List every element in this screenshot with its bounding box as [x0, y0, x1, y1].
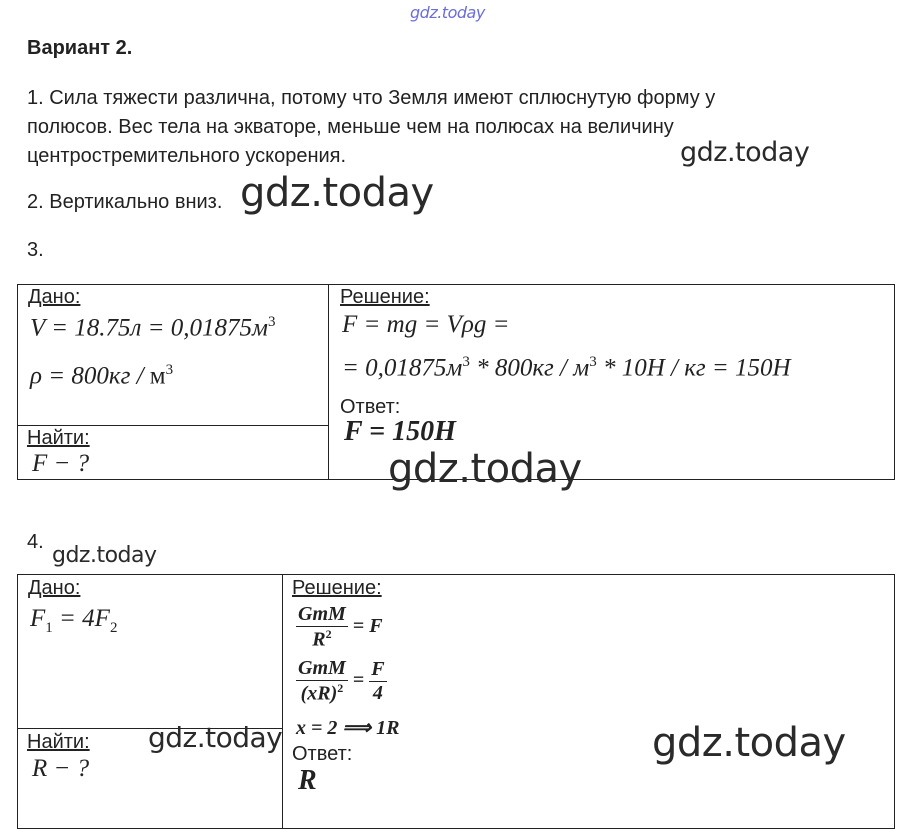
task-4-given-label: Дано: — [28, 577, 81, 599]
task-3-given-divider — [17, 425, 329, 426]
task-3-solution-line-1: F = mg = Vρg = — [342, 311, 510, 338]
task-4-answer-value: R — [298, 765, 317, 796]
watermark-1: gdz.today — [680, 137, 810, 168]
task-4-formula-2: $\frac{\text{GmM}}{(xR)^2}$ = $\frac{F}{4}$ — [298, 657, 385, 705]
answer-4-label: 4. — [27, 531, 44, 553]
task-4-x-line: x = 2 ⟹ 1R — [296, 717, 400, 739]
answer-1-line-2: полюсов. Вес тела на экваторе, меньше чем на полюсах на величину — [27, 116, 674, 138]
task-4-find-value: R − ? — [32, 755, 90, 782]
task-3-given-volume: $V = 18.75л = 0,01875м^3$ — [30, 314, 276, 342]
task-4-given-value: $F_1 = 4F_2$ — [30, 605, 118, 636]
page-title: Вариант 2. — [27, 37, 133, 59]
watermark-6: gdz.today — [652, 720, 846, 766]
watermark-4: gdz.today — [52, 543, 157, 568]
task-3-find-value: F − ? — [32, 450, 90, 477]
task-3-answer-value: F = 150H — [344, 416, 456, 447]
task-4-answer-label: Ответ: — [292, 743, 353, 765]
watermark-3: gdz.today — [388, 446, 582, 492]
task-3-divider — [328, 284, 329, 479]
task-3-solution-label: Решение: — [340, 286, 430, 308]
task-4-solution-label: Решение: — [292, 577, 382, 599]
answer-1-line-1: 1. Сила тяжести различна, потому что Земля имеют сплюснутую форму у — [27, 87, 716, 109]
watermark-top: gdz.today — [410, 3, 485, 22]
task-3-given-density: $\rho = 800кг / м^3$ — [30, 362, 174, 390]
task-4-formula-1: $\frac{\text{GmM}}{R^2}$ = F — [298, 603, 383, 651]
task-4-find-label: Найти: — [27, 731, 90, 753]
task-3-solution-line-2: = $0,01875м^3 * 800кг / м^3 * 10Н$ / кг = 150Н — [342, 354, 791, 382]
answer-3-label: 3. — [27, 239, 44, 261]
answer-1 — [27, 84, 715, 171]
answer-1-line-3: центростремительного ускорения. — [27, 145, 347, 167]
task-3-answer-label: Ответ: — [340, 396, 401, 418]
task-3-given-label: Дано: — [28, 286, 81, 308]
watermark-2: gdz.today — [240, 170, 434, 216]
task-4-divider — [282, 574, 283, 828]
task-4-table — [17, 574, 895, 829]
watermark-5: gdz.today — [148, 721, 283, 754]
task-3-find-label: Найти: — [27, 427, 90, 449]
answer-2: 2. Вертикально вниз. — [27, 191, 223, 213]
